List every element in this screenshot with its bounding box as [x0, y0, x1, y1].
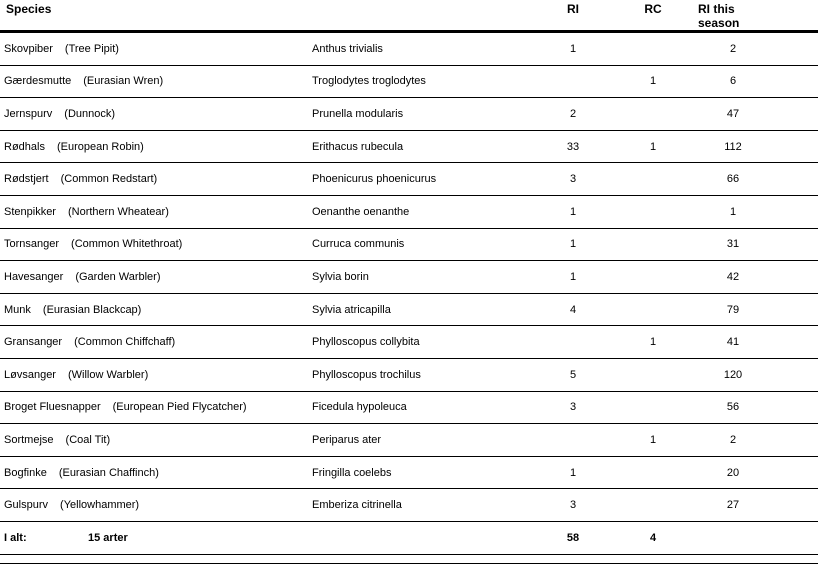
ri-season-count: 1 [729, 205, 737, 218]
ri-season-count: 120 [723, 368, 743, 381]
species-scientific-name: Curruca communis [312, 238, 405, 251]
total-count: 15 arter [88, 531, 128, 544]
table-row [0, 457, 818, 490]
table-row [0, 66, 818, 99]
ri-count: 1 [569, 42, 577, 55]
header-species: Species [6, 2, 52, 16]
table-row [0, 196, 818, 229]
rc-count: 1 [649, 140, 657, 153]
species-scientific-name: Phylloscopus trochilus [312, 368, 421, 381]
species-scientific-name: Ficedula hypoleuca [312, 401, 407, 414]
rc-count: 1 [649, 433, 657, 446]
header-ri-season: RI this season [698, 2, 740, 30]
ri-count: 1 [569, 466, 577, 479]
ri-count: 2 [569, 107, 577, 120]
species-common-name: Broget Fluesnapper (European Pied Flycatcher) [4, 401, 247, 414]
species-scientific-name: Emberiza citrinella [312, 499, 402, 512]
species-scientific-name: Periparus ater [312, 433, 382, 446]
ri-count: 5 [569, 368, 577, 381]
species-english-name: (Eurasian Wren) [83, 75, 164, 88]
table-row [0, 98, 818, 131]
ri-season-count: 2 [729, 433, 737, 446]
ri-count: 3 [569, 499, 577, 512]
species-scientific-name: Sylvia borin [312, 270, 369, 283]
species-common-name: Munk (Eurasian Blackcap) [4, 303, 142, 316]
species-common-name: Rødhals (European Robin) [4, 140, 144, 153]
species-english-name: (Common Redstart) [60, 173, 158, 186]
species-english-name: (Northern Wheatear) [67, 205, 169, 218]
table-row [0, 326, 818, 359]
ri-season-count: 27 [726, 499, 740, 512]
species-scientific-name: Phylloscopus collybita [312, 336, 420, 349]
table-row [0, 229, 818, 262]
species-english-name: (European Pied Flycatcher) [112, 401, 247, 414]
ri-season-count: 42 [726, 270, 740, 283]
ri-count: 1 [569, 205, 577, 218]
table-header [0, 0, 818, 33]
species-scientific-name: Fringilla coelebs [312, 466, 392, 479]
species-english-name: (European Robin) [56, 140, 144, 153]
species-common-name: Skovpiber (Tree Pipit) [4, 42, 119, 55]
ri-count: 3 [569, 401, 577, 414]
ri-count: 33 [566, 140, 580, 153]
ri-season-count: 47 [726, 107, 740, 120]
species-english-name: (Eurasian Chaffinch) [58, 466, 159, 479]
rc-count: 1 [649, 336, 657, 349]
species-scientific-name: Phoenicurus phoenicurus [312, 173, 437, 186]
ri-count: 1 [569, 270, 577, 283]
table-row [0, 359, 818, 392]
table-row [0, 131, 818, 164]
species-scientific-name: Troglodytes troglodytes [312, 75, 426, 88]
ri-count: 3 [569, 173, 577, 186]
species-scientific-name: Sylvia atricapilla [312, 303, 391, 316]
species-common-name: Tornsanger (Common Whitethroat) [4, 238, 183, 251]
species-english-name: (Willow Warbler) [67, 368, 149, 381]
species-common-name: Gærdesmutte (Eurasian Wren) [4, 75, 164, 88]
species-english-name: (Coal Tit) [65, 433, 111, 446]
ri-season-count: 41 [726, 336, 740, 349]
ri-season-count: 2 [729, 42, 737, 55]
ri-count: 1 [569, 238, 577, 251]
rc-count: 1 [649, 75, 657, 88]
total-rc: 4 [649, 531, 657, 544]
ri-season-count: 6 [729, 75, 737, 88]
species-common-name: Rødstjert (Common Redstart) [4, 173, 158, 186]
header-ri: RI [567, 2, 579, 16]
ri-count: 4 [569, 303, 577, 316]
total-ri: 58 [566, 531, 580, 544]
total-row [0, 522, 818, 555]
table-row [0, 294, 818, 327]
species-common-name: Gransanger (Common Chiffchaff) [4, 336, 176, 349]
species-common-name: Gulspurv (Yellowhammer) [4, 499, 140, 512]
ri-season-count: 66 [726, 173, 740, 186]
species-scientific-name: Anthus trivialis [312, 42, 383, 55]
species-scientific-name: Prunella modularis [312, 107, 404, 120]
species-english-name: (Common Chiffchaff) [74, 336, 176, 349]
ri-season-count: 31 [726, 238, 740, 251]
table-row [0, 392, 818, 425]
species-english-name: (Tree Pipit) [64, 42, 119, 55]
species-common-name: Jernspurv (Dunnock) [4, 107, 116, 120]
header-rc: RC [644, 2, 662, 16]
species-english-name: (Garden Warbler) [75, 270, 161, 283]
table-row [0, 163, 818, 196]
species-common-name: Havesanger (Garden Warbler) [4, 270, 161, 283]
total-label: I alt: [4, 531, 27, 544]
species-english-name: (Eurasian Blackcap) [42, 303, 142, 316]
bottom-rule [0, 563, 818, 564]
table-row [0, 489, 818, 522]
species-common-name: Løvsanger (Willow Warbler) [4, 368, 149, 381]
species-common-name: Sortmejse (Coal Tit) [4, 433, 111, 446]
ri-season-count: 79 [726, 303, 740, 316]
ri-season-count: 20 [726, 466, 740, 479]
table-body [0, 33, 818, 522]
species-english-name: (Yellowhammer) [60, 499, 140, 512]
species-english-name: (Dunnock) [64, 107, 116, 120]
species-common-name: Stenpikker (Northern Wheatear) [4, 205, 169, 218]
species-english-name: (Common Whitethroat) [71, 238, 183, 251]
species-scientific-name: Erithacus rubecula [312, 140, 404, 153]
table-row [0, 424, 818, 457]
species-common-name: Bogfinke (Eurasian Chaffinch) [4, 466, 159, 479]
ri-season-count: 56 [726, 401, 740, 414]
species-scientific-name: Oenanthe oenanthe [312, 205, 410, 218]
table-row [0, 33, 818, 66]
ri-season-count: 112 [724, 140, 742, 153]
table-row [0, 261, 818, 294]
